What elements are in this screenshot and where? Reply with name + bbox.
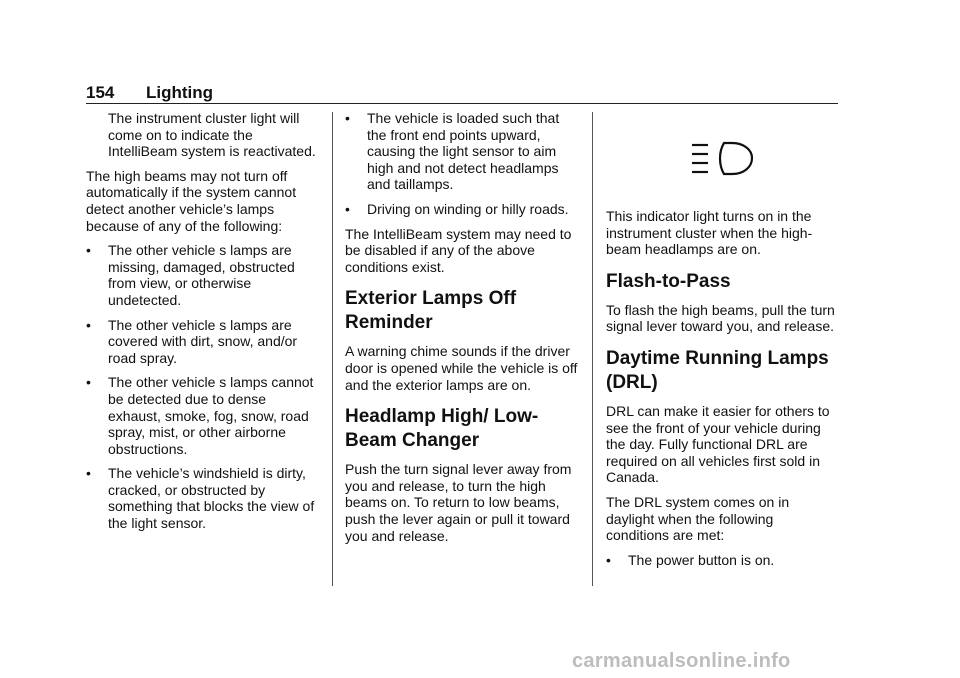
headlamp-changer-paragraph: Push the turn signal lever away from you and release, to turn the high beams on. To return to low beams, push the lever again or pull it toward you and release. bbox=[345, 461, 572, 544]
list-item: • The other vehicle s lamps cannot be detected due to dense exhaust, smoke, fog, snow, road spray, mist, or other airborne obstructions. bbox=[86, 374, 314, 457]
list-item: • The vehicle’s windshield is dirty, cracked, or obstructed by something that blocks the view of the light sensor. bbox=[86, 465, 315, 532]
page-header bbox=[86, 83, 838, 103]
drl-paragraph-2: The DRL system comes on in daylight when the following conditions are met: bbox=[606, 493, 790, 544]
high-beam-indicator-icon bbox=[688, 139, 758, 179]
heading-exterior-lamps: Exterior Lamps Off Reminder bbox=[345, 288, 517, 334]
list-item: • The other vehicle s lamps are missing, damaged, obstructed from view, or otherwise undetected. bbox=[86, 242, 295, 308]
intro-paragraph: The high beams may not turn off automatically if the system cannot detect another vehicle’s lamps because of any of the following: bbox=[86, 167, 297, 234]
heading-headlamp-changer: Headlamp High/ Low-Beam Changer bbox=[345, 406, 539, 452]
continued-paragraph: The instrument cluster light will come on to indicate the IntelliBeam system is reactivated. bbox=[108, 110, 316, 160]
list-item: • The power button is on. bbox=[606, 551, 775, 568]
flash-to-pass-paragraph: To flash the high beams, pull the turn signal lever toward you, and release. bbox=[606, 301, 835, 335]
column-2 bbox=[345, 110, 581, 552]
heading-drl: Daytime Running Lamps (DRL) bbox=[606, 347, 829, 393]
column-divider-2 bbox=[592, 112, 593, 586]
list-item: • The vehicle is loaded such that the front end points upward, causing the light sensor to aim high and not detect headlamps and taillamps. bbox=[345, 110, 560, 193]
watermark: carmanualsonline.info bbox=[572, 650, 791, 672]
list-item: • The other vehicle s lamps are covered with dirt, snow, and/or road spray. bbox=[86, 316, 298, 366]
exterior-lamps-paragraph: A warning chime sounds if the driver door is opened while the vehicle is off and the exterior lamps are on. bbox=[345, 343, 578, 393]
heading-flash-to-pass: Flash-to-Pass bbox=[606, 270, 731, 292]
section-title: Lighting bbox=[146, 83, 214, 102]
disable-paragraph: The IntelliBeam system may need to be disabled if any of the above conditions exist. bbox=[345, 225, 572, 275]
page-number: 154 bbox=[86, 83, 115, 102]
list-item: • Driving on winding or hilly roads. bbox=[345, 200, 569, 217]
column-1 bbox=[86, 110, 322, 540]
header-rule bbox=[86, 103, 838, 104]
indicator-paragraph: This indicator light turns on in the instrument cluster when the high-beam headlamps are on. bbox=[606, 208, 813, 258]
drl-paragraph-1: DRL can make it easier for others to see the front of your vehicle during the day. Fully functional DRL are required on all vehicles first sold in Canada. bbox=[606, 402, 830, 486]
column-divider-1 bbox=[332, 112, 333, 586]
indicator-figure bbox=[606, 110, 840, 208]
column-3 bbox=[606, 110, 840, 576]
